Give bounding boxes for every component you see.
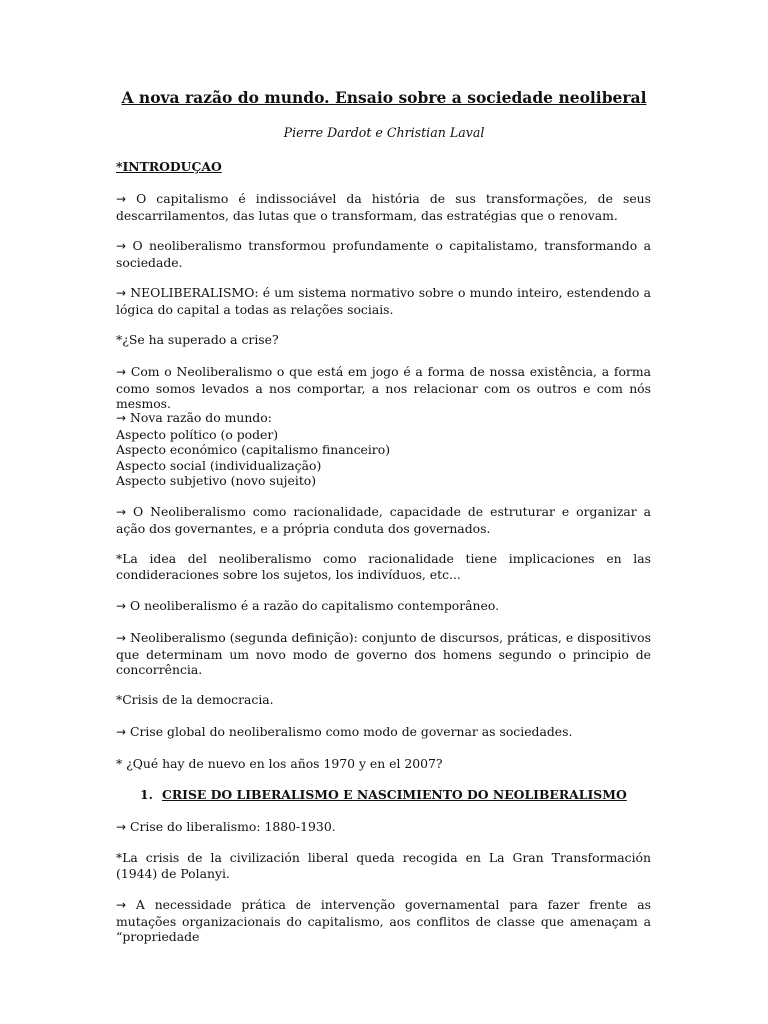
arrow-icon: → bbox=[116, 725, 127, 739]
paragraph-what-is-new: * ¿Qué hay de nuevo en los años 1970 y en el 2007? bbox=[116, 756, 443, 771]
paragraph-rationality bbox=[116, 504, 651, 536]
arrow-icon: → bbox=[116, 820, 127, 834]
paragraph-new-reason-list bbox=[116, 410, 651, 489]
list-heading-text: Nova razão do mundo: bbox=[130, 410, 272, 425]
paragraph-text: Crise do liberalismo: 1880-1930. bbox=[130, 819, 336, 834]
paragraph-idea-rationality: *La idea del neoliberalismo como racionalidade tiene implicaciones en las condideraciones sobre los sujetos, los indivíduos, etc... bbox=[116, 551, 651, 582]
paragraph-capitalism-transformations bbox=[116, 191, 651, 223]
paragraph-existence bbox=[116, 364, 651, 412]
arrow-icon: → bbox=[116, 286, 127, 300]
paragraph-democracy-crisis: *Crisis de la democracia. bbox=[116, 692, 274, 707]
list-item: Aspecto social (individualização) bbox=[116, 457, 322, 473]
paragraph-text: O neoliberalismo é a razão do capitalismo contemporâneo. bbox=[130, 598, 500, 613]
paragraph-global-crisis bbox=[116, 724, 651, 741]
paragraph-text: O Neoliberalismo como racionalidade, capacidade de estruturar e organizar a ação dos governantes, e a própria conduta dos governados. bbox=[116, 504, 651, 536]
section-heading-text: CRISE DO LIBERALISMO E NASCIMIENTO DO NEOLIBERALISMO bbox=[162, 787, 627, 802]
paragraph-text: NEOLIBERALISMO: é um sistema normativo sobre o mundo inteiro, estendendo a lógica do capital a todas as relações sociais. bbox=[116, 285, 651, 317]
arrow-icon: → bbox=[116, 631, 127, 645]
paragraph-text: Com o Neoliberalismo o que está em jogo é a forma de nossa existência, a forma como somos levados a nos comportar, a nos relacionar com os outros e com nós mesmos. bbox=[116, 364, 651, 412]
arrow-icon: → bbox=[116, 411, 127, 425]
paragraph-liberalism-crisis bbox=[116, 819, 651, 836]
paragraph-second-definition bbox=[116, 630, 651, 678]
arrow-icon: → bbox=[116, 898, 127, 912]
document-authors: Pierre Dardot e Christian Laval bbox=[283, 125, 485, 140]
paragraph-crisis-question: *¿Se ha superado a crise? bbox=[116, 332, 279, 347]
paragraph-text: A necessidade prática de intervenção governamental para fazer frente as mutações organizacionais do capitalismo, aos conflitos de classe que amenaçam a “propriedade bbox=[116, 897, 651, 945]
numbered-section-heading bbox=[140, 787, 627, 803]
section-number: 1. bbox=[140, 787, 153, 802]
paragraph-text: Neoliberalismo (segunda definição): conjunto de discursos, práticas, e dispositivos que determinam um novo modo de governo dos homens segundo o principio de concorrência. bbox=[116, 630, 651, 678]
paragraph-text: O neoliberalismo transformou profundamente o capitalistamo, transformando a sociedade. bbox=[116, 238, 651, 270]
list-item: Aspecto económico (capitalismo financeiro) bbox=[116, 442, 391, 458]
paragraph-polanyi: *La crisis de la civilización liberal queda recogida en La Gran Transformación (1944) de Polanyi. bbox=[116, 850, 651, 881]
section-heading-introduction: *INTRODUÇAO bbox=[116, 159, 222, 174]
arrow-icon: → bbox=[116, 599, 127, 613]
list-item: Aspecto subjetivo (novo sujeito) bbox=[116, 473, 317, 489]
paragraph-contemporary-capitalism bbox=[116, 598, 651, 615]
paragraph-neoliberalism-transformed bbox=[116, 238, 651, 270]
document-title: A nova razão do mundo. Ensaio sobre a sociedade neoliberal bbox=[121, 88, 647, 107]
arrow-icon: → bbox=[116, 365, 127, 379]
paragraph-text: O capitalismo é indissociável da história de sus transformações, de seus descarrilamentos, das lutas que o transformam, das estratégias que o renovam. bbox=[116, 191, 651, 223]
paragraph-government-intervention bbox=[116, 897, 651, 945]
list-item: Aspecto político (o poder) bbox=[116, 426, 279, 442]
arrow-icon: → bbox=[116, 505, 127, 519]
paragraph-neoliberalism-definition bbox=[116, 285, 651, 317]
paragraph-text: Crise global do neoliberalismo como modo de governar as sociedades. bbox=[130, 724, 573, 739]
arrow-icon: → bbox=[116, 192, 127, 206]
arrow-icon: → bbox=[116, 239, 127, 253]
list-heading bbox=[116, 410, 651, 427]
